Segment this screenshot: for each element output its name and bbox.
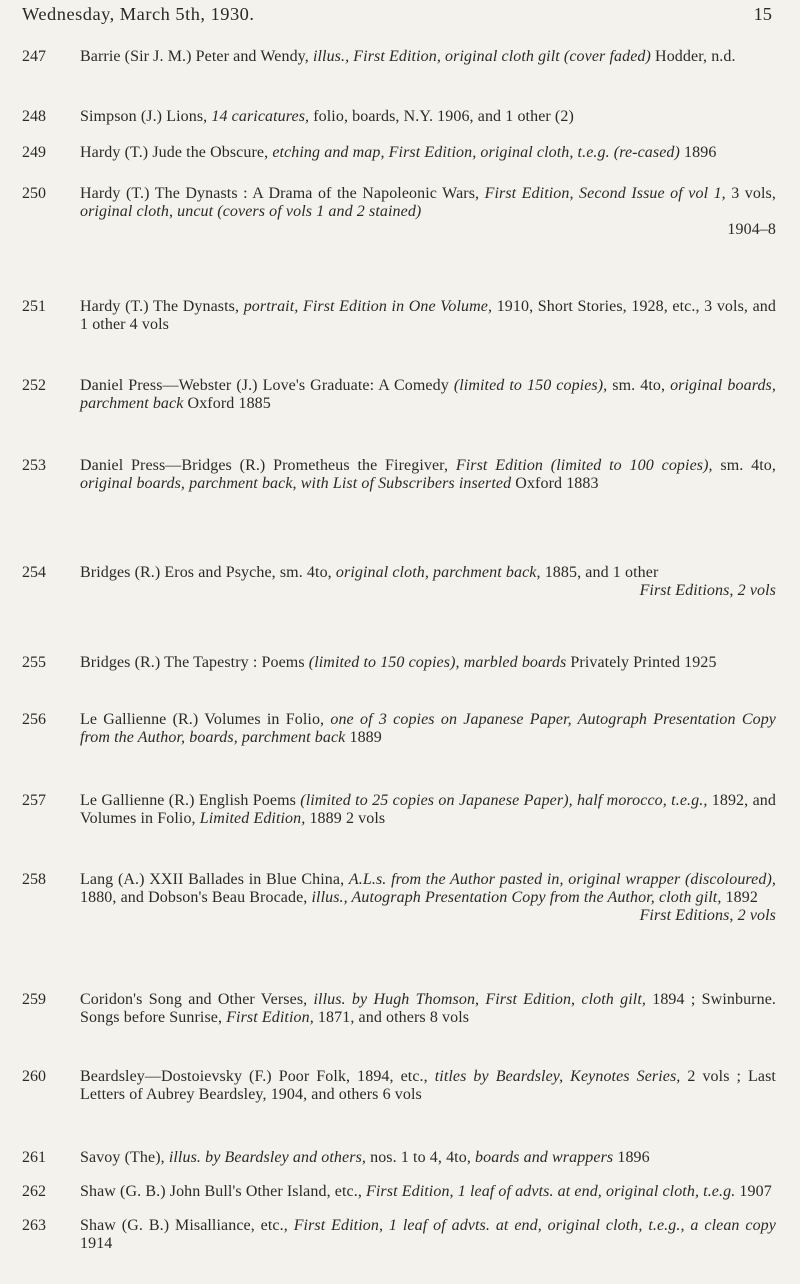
roman-text: Shaw (G. B.) John Bull's Other Island, etc., (80, 1183, 367, 1200)
roman-text: Hardy (T.) The Dynasts : A Drama of the Napoleonic Wars, (80, 185, 485, 202)
lot-description (80, 1183, 776, 1201)
lot-description (80, 1068, 776, 1104)
roman-text: nos. 1 to 4, 4to, (366, 1149, 476, 1166)
lot-description (80, 185, 776, 239)
lot-description (80, 1149, 776, 1167)
roman-text: Bridges (R.) The Tapestry : Poems (80, 654, 309, 671)
lot-description (80, 1217, 776, 1253)
italic-text: titles by Beardsley, Keynotes Series, (434, 1068, 681, 1085)
italic-text: original boards, parchment back, with List of Subscribers inserted (80, 474, 512, 492)
italic-text: illus., First Edition, original cloth gilt (cover faded) (312, 48, 651, 65)
roman-text: Bridges (R.) Eros and Psyche, sm. 4to, (80, 564, 336, 581)
roman-text: Oxford 1883 (511, 474, 599, 492)
italic-text: illus. by Hugh Thomson, First Edition, cloth gilt, (313, 991, 646, 1008)
italic-text: boards and wrappers (475, 1149, 614, 1166)
lot-number: 261 (22, 1149, 46, 1166)
lot-number: 250 (22, 185, 46, 202)
lot-description (80, 108, 776, 126)
lot-number: 251 (22, 298, 46, 315)
roman-text: sm. 4to, (712, 457, 776, 474)
lot-number: 262 (22, 1183, 46, 1200)
roman-text: Simpson (J.) Lions, (80, 108, 212, 125)
lot-number: 253 (22, 457, 46, 474)
roman-text: 1914 (80, 1234, 113, 1252)
roman-text: 1907 (735, 1183, 772, 1200)
italic-text: Limited Edition, (199, 809, 306, 827)
lot-description (80, 457, 776, 493)
roman-text: 1896 (613, 1149, 650, 1166)
lot-number: 247 (22, 48, 46, 65)
lot-number: 257 (22, 792, 46, 809)
italic-text: (limited to 150 copies), marbled boards (308, 654, 567, 671)
sale-date: Wednesday, March 5th, 1930. (22, 4, 255, 24)
lot-description (80, 144, 776, 162)
roman-text: Coridon's Song and Other Verses, (80, 991, 314, 1008)
roman-text: Hardy (T.) The Dynasts, (80, 298, 244, 315)
italic-text: original cloth, parchment back, (335, 564, 541, 581)
lot-number: 256 (22, 711, 46, 728)
italic-text: (limited to 150 copies), (453, 377, 608, 394)
italic-text: First Edition, Second Issue of vol 1, (484, 185, 726, 202)
lot-number: 254 (22, 564, 46, 581)
page-header (22, 4, 772, 54)
roman-text: 1889 2 vols (305, 809, 386, 827)
roman-text: 1892 (721, 888, 758, 906)
italic-text: illus. by Beardsley and others, (168, 1149, 366, 1166)
roman-text: Barrie (Sir J. M.) Peter and Wendy, (80, 48, 313, 65)
roman-text: 1894 ; Swinburne. Songs before Sunrise, (80, 991, 776, 1026)
roman-text: Daniel Press—Webster (J.) Love's Graduate: A Comedy (80, 377, 454, 394)
roman-text: Daniel Press—Bridges (R.) Prometheus the Firegiver, (80, 457, 456, 474)
lot-end-note: 1904–8 (727, 220, 776, 238)
lot-description (80, 377, 776, 413)
lot-number: 263 (22, 1217, 46, 1234)
lot-description (80, 792, 776, 828)
roman-text: 1896 (679, 144, 717, 161)
italic-text: original boards, parchment back (80, 377, 776, 412)
italic-text: (limited to 25 copies on Japanese Paper), half morocco, t.e.g., (300, 792, 708, 809)
roman-text: Hardy (T.) Jude the Obscure, (80, 144, 273, 161)
italic-text: portrait, First Edition in One Volume, (243, 298, 493, 315)
italic-text: illus., Autograph Presentation Copy from the Author, cloth gilt, (311, 888, 722, 906)
roman-text: folio, boards, N.Y. 1906, and 1 other (2) (309, 108, 574, 125)
roman-text: 1910, Short Stories, 1928, etc., 3 vols, and 1 other 4 vols (80, 298, 776, 333)
lot-description (80, 654, 776, 672)
lot-number: 252 (22, 377, 46, 394)
lot-end-note: First Editions, 2 vols (639, 906, 776, 924)
roman-text: Le Gallienne (R.) English Poems (80, 792, 301, 809)
lot-description (80, 48, 776, 66)
roman-text: 2 vols ; Last Letters of Aubrey Beardsley, 1904, and others 6 vols (80, 1068, 776, 1103)
roman-text: 1880, and Dobson's Beau Brocade, (80, 888, 312, 906)
roman-text: Lang (A.) XXII Ballades in Blue China, (80, 871, 349, 888)
lot-number: 248 (22, 108, 46, 125)
roman-text: 1871, and others 8 vols (313, 1008, 470, 1026)
lot-number: 259 (22, 991, 46, 1008)
lot-description (80, 298, 776, 334)
italic-text: etching and map, First Edition, original cloth, t.e.g. (re-cased) (272, 144, 680, 161)
italic-text: original cloth, uncut (covers of vols 1 and 2 stained) (80, 202, 422, 220)
roman-text: Savoy (The), (80, 1149, 169, 1166)
lot-number: 260 (22, 1068, 46, 1085)
page-number: 15 (753, 4, 772, 24)
italic-text: First Edition, 1 leaf of advts. at end, original cloth, t.e.g., a clean copy (293, 1217, 776, 1234)
roman-text: Oxford 1885 (183, 394, 271, 412)
lot-number: 255 (22, 654, 46, 671)
italic-text: A.L.s. from the Author pasted in, original wrapper (discoloured), (348, 871, 776, 888)
roman-text: Shaw (G. B.) Misalliance, etc., (80, 1217, 294, 1234)
italic-text: First Edition, (226, 1008, 314, 1026)
roman-text: 1885, and 1 other (540, 564, 659, 581)
lot-description (80, 871, 776, 925)
roman-text: Beardsley—Dostoievsky (F.) Poor Folk, 1894, etc., (80, 1068, 435, 1085)
italic-text: one of 3 copies on Japanese Paper, Autograph Presentation Copy from the Author, boards, parchment back (80, 711, 776, 746)
roman-text: Le Gallienne (R.) Volumes in Folio, (80, 711, 331, 728)
lot-description (80, 991, 776, 1027)
roman-text: 3 vols, (725, 185, 776, 202)
lot-description (80, 564, 776, 600)
lot-number: 249 (22, 144, 46, 161)
italic-text: 14 caricatures, (211, 108, 310, 125)
italic-text: First Edition, 1 leaf of advts. at end, original cloth, t.e.g. (366, 1183, 736, 1200)
italic-text: First Edition (limited to 100 copies), (455, 457, 713, 474)
roman-text: 1892, and Volumes in Folio, (80, 792, 776, 827)
lot-description (80, 711, 776, 747)
lot-number: 258 (22, 871, 46, 888)
roman-text: Privately Printed 1925 (566, 654, 717, 671)
roman-text: Hodder, n.d. (650, 48, 736, 65)
lot-end-note: First Editions, 2 vols (639, 581, 776, 599)
roman-text: 1889 (345, 728, 382, 746)
roman-text: sm. 4to, (607, 377, 671, 394)
